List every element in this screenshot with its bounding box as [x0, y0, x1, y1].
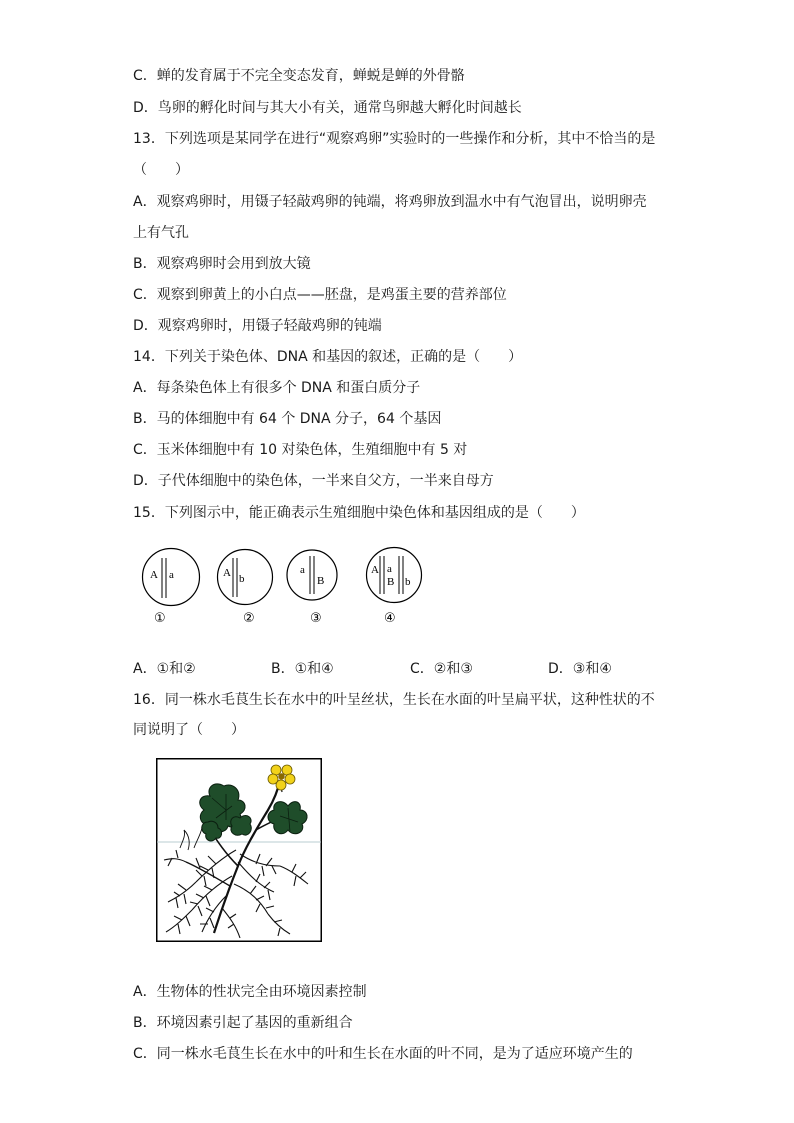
q16-option-a: A．生物体的性状完全由环境因素控制	[133, 984, 367, 1000]
gene-label: a	[387, 563, 392, 575]
cell-number: ④	[384, 611, 396, 626]
cell-number: ②	[243, 611, 255, 626]
q14-stem: 14．下列关于染色体、DNA 和基因的叙述，正确的是（ ）	[133, 349, 523, 365]
gene-label: A	[150, 569, 158, 581]
q14-option-d: D．子代体细胞中的染色体，一半来自父方，一半来自母方	[133, 473, 494, 489]
cell-3	[287, 550, 337, 626]
q14-option-b: B．马的体细胞中有 64 个 DNA 分子，64 个基因	[133, 411, 442, 427]
cell-1	[143, 549, 200, 627]
q14-option-c: C．玉米体细胞中有 10 对染色体，生殖细胞中有 5 对	[133, 442, 468, 458]
q13-option-b: B．观察鸡卵时会用到放大镜	[133, 256, 311, 272]
gene-label: b	[239, 573, 245, 585]
q13-option-a: A．观察鸡卵时，用镊子轻敲鸡卵的钝端，将鸡卵放到温水中有气泡冒出，说明卵壳	[133, 194, 647, 210]
water-buttercup-figure	[156, 758, 322, 942]
cell-number: ①	[154, 611, 166, 626]
q15-stem: 15．下列图示中，能正确表示生殖细胞中染色体和基因组成的是（ ）	[133, 505, 585, 521]
q14-option-a: A．每条染色体上有很多个 DNA 和蛋白质分子	[133, 380, 421, 396]
q13-stem-cont: （ ）	[133, 162, 189, 178]
cell-number: ③	[310, 611, 322, 626]
q13-option-d: D．观察鸡卵时，用镊子轻敲鸡卵的钝端	[133, 318, 382, 334]
q13-stem: 13．下列选项是某同学在进行“观察鸡卵”实验时的一些操作和分析，其中不恰当的是	[133, 131, 656, 147]
q16-option-c: C．同一株水毛茛生长在水中的叶和生长在水面的叶不同，是为了适应环境产生的	[133, 1046, 633, 1062]
q12-option-c: C．蝉的发育属于不完全变态发育，蝉蜕是蝉的外骨骼	[133, 68, 465, 84]
gene-label: b	[405, 576, 411, 588]
gene-label: a	[169, 569, 174, 581]
cell-2	[218, 550, 273, 627]
gene-label: B	[387, 576, 395, 588]
chromosome-figure	[0, 544, 794, 624]
q15-option-d: D．③和④	[548, 661, 612, 677]
q16-option-b: B．环境因素引起了基因的重新组合	[133, 1015, 353, 1031]
q13-option-c: C．观察到卵黄上的小白点——胚盘，是鸡蛋主要的营养部位	[133, 287, 507, 303]
q12-option-d: D．鸟卵的孵化时间与其大小有关，通常鸟卵越大孵化时间越长	[133, 100, 522, 116]
q13-option-a-cont: 上有气孔	[133, 225, 189, 241]
cell-4	[367, 548, 422, 627]
gene-label: A	[223, 567, 231, 579]
q15-option-c: C．②和③	[410, 661, 473, 677]
gene-label: a	[300, 564, 305, 576]
q15-option-b: B．①和④	[271, 661, 334, 677]
q16-stem-cont: 同说明了（ ）	[133, 722, 245, 738]
gene-label: B	[317, 575, 325, 587]
gene-label: A	[371, 564, 379, 576]
q16-stem: 16．同一株水毛茛生长在水中的叶呈丝状，生长在水面的叶呈扁平状，这种性状的不	[133, 692, 655, 708]
q15-option-a: A．①和②	[133, 661, 196, 677]
